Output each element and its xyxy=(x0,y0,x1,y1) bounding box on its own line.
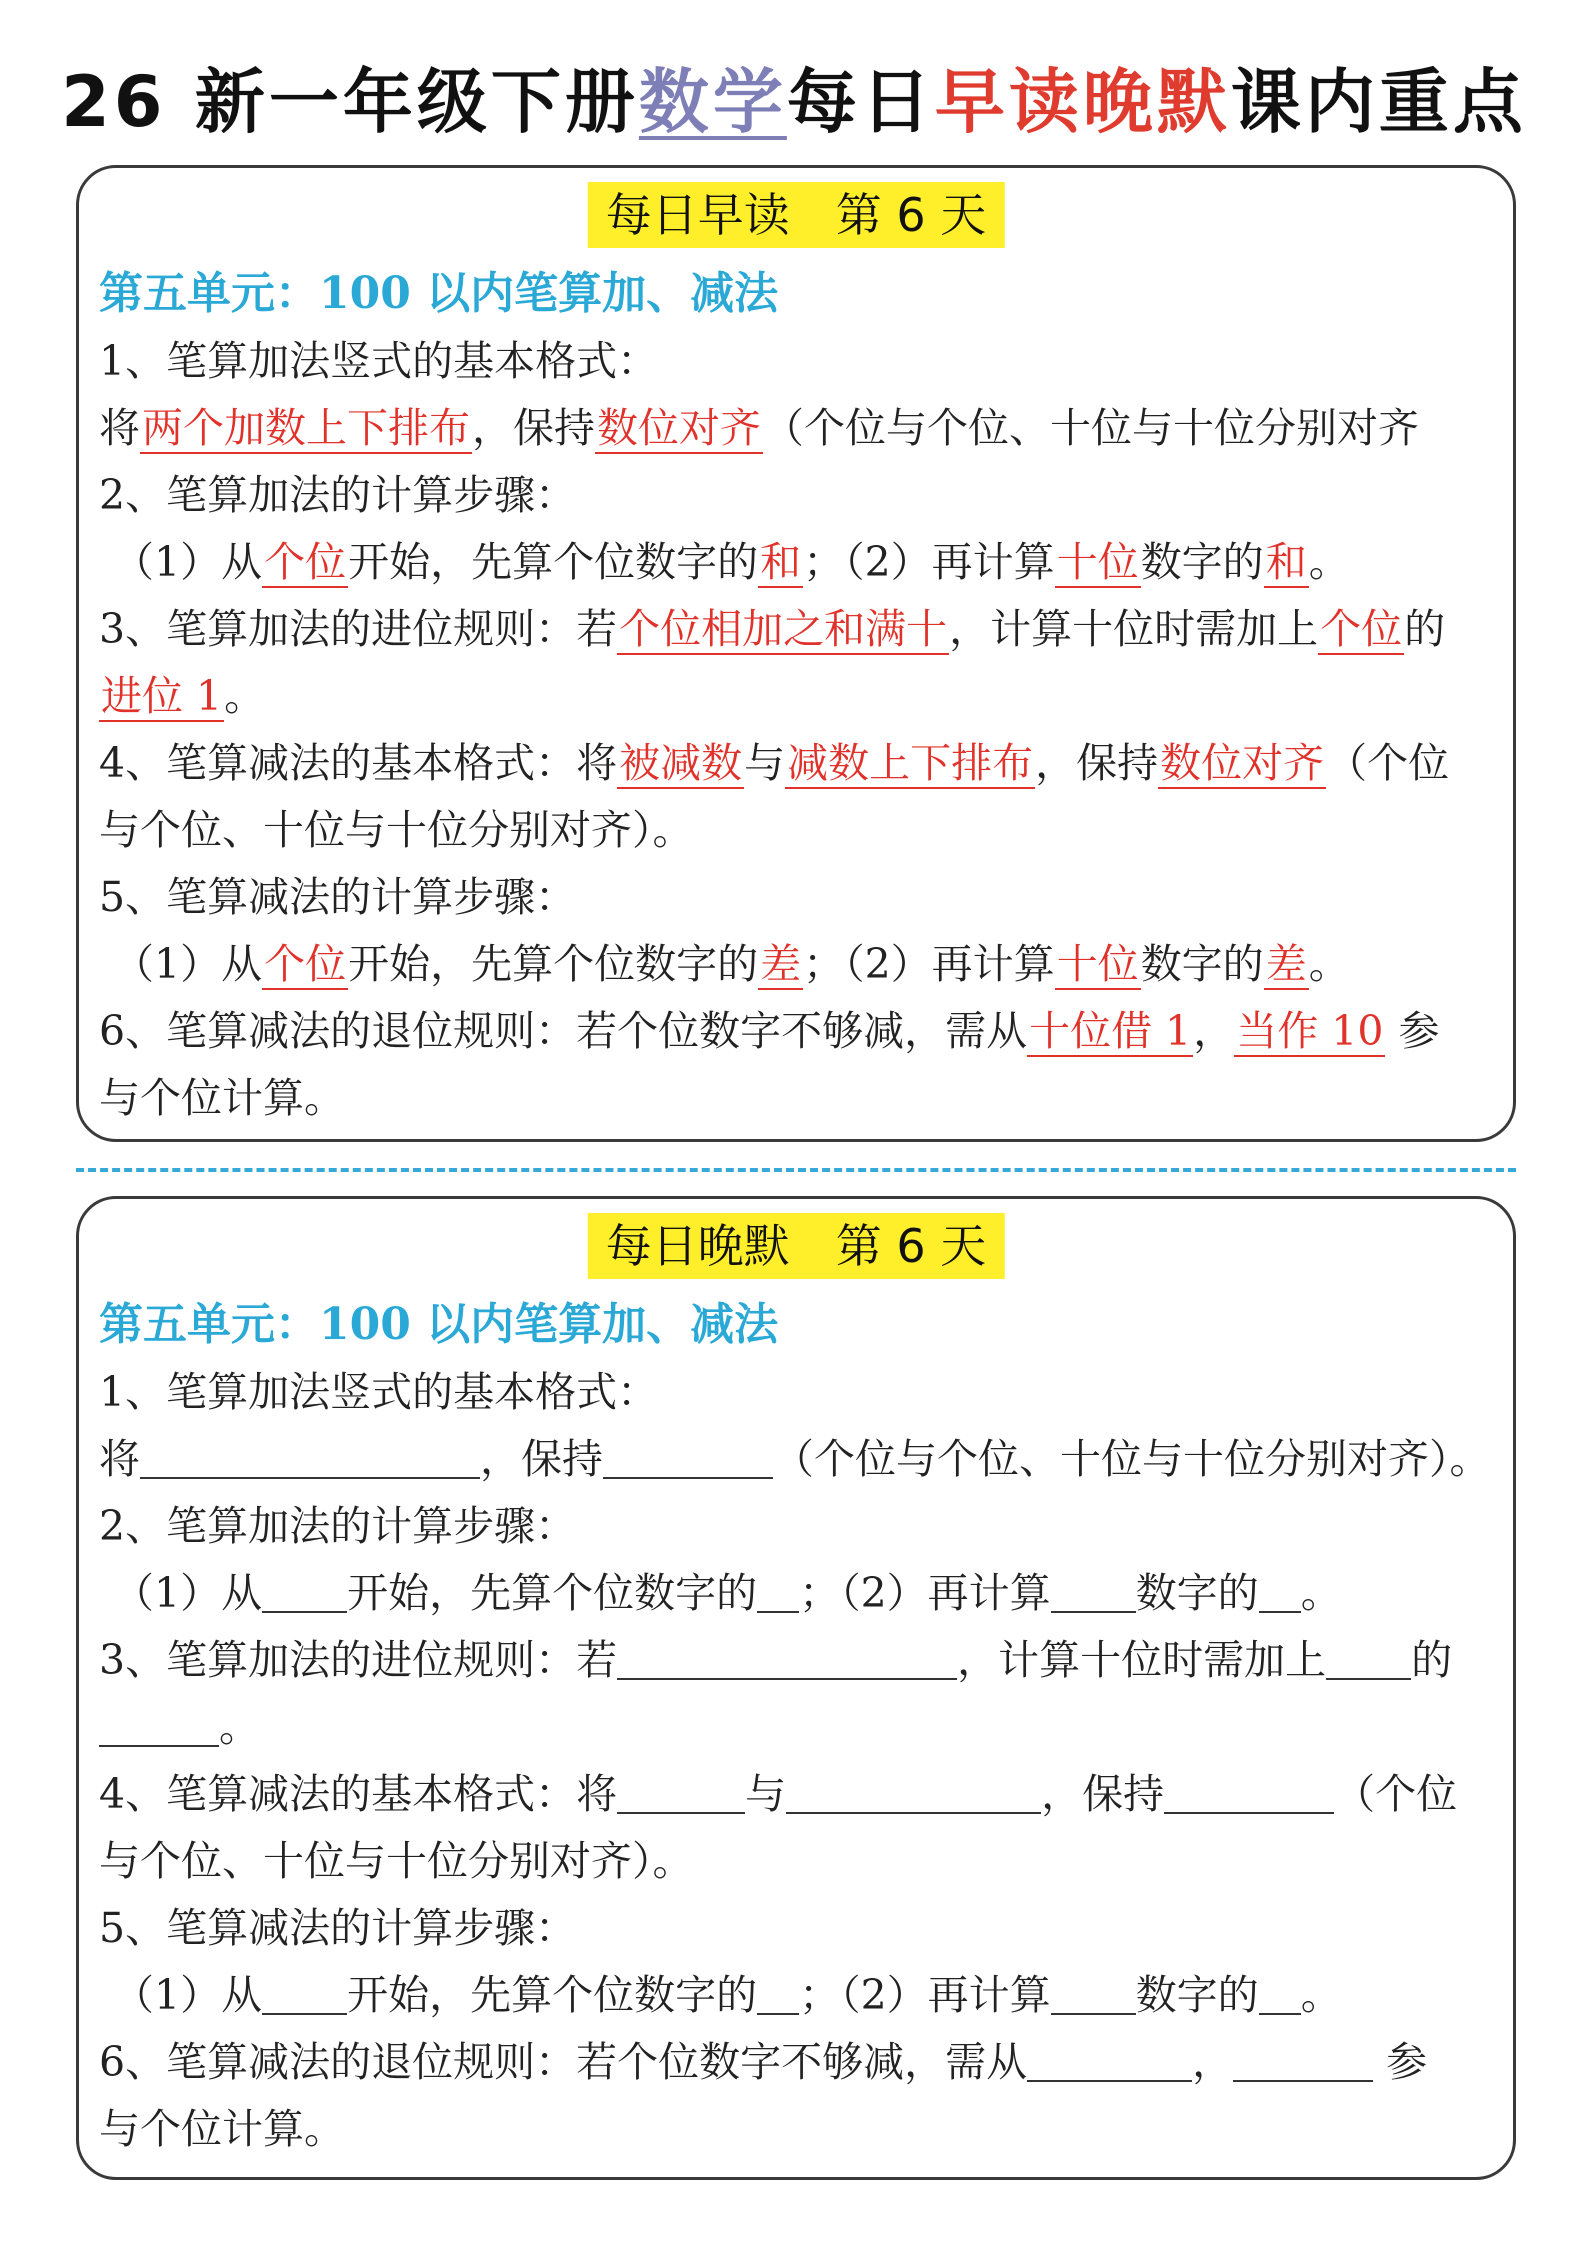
blank-field[interactable] xyxy=(1326,1632,1411,1680)
answer-text: 十位 xyxy=(1056,538,1139,586)
text: 4、笔算减法的基本格式：将 xyxy=(99,739,618,787)
text: （1）从 xyxy=(113,940,263,988)
answer-text: 进位 1 xyxy=(101,672,223,720)
text: 6、笔算减法的退位规则：若个位数字不够减，需从 xyxy=(99,2038,1028,2086)
title-part-key-points: 课内重点 xyxy=(1230,61,1527,143)
text: 6、笔算减法的退位规则：若个位数字不够减，需从 xyxy=(99,1007,1028,1055)
answer-text: 两个加数上下排布 xyxy=(142,404,470,452)
morning-q3-line xyxy=(99,596,1499,663)
answer-text: 减数上下排布 xyxy=(787,739,1034,787)
answer-text: 个位 xyxy=(1320,605,1403,653)
morning-q4-line-cont: 与个位、十位与十位分别对齐）。 xyxy=(99,806,694,854)
evening-q3-line xyxy=(99,1627,1499,1694)
blank-field[interactable] xyxy=(99,1699,219,1747)
evening-q5-title: 5、笔算减法的计算步骤： xyxy=(99,1904,577,1952)
title-part-daily: 每日 xyxy=(786,61,935,143)
text: 的 xyxy=(1404,605,1446,653)
text: 的 xyxy=(1411,1636,1453,1684)
text: （个位与个位、十位与十位分别对齐 xyxy=(763,404,1419,452)
text: 开始，先算个位数字的 xyxy=(347,1569,758,1617)
text: ，保持 xyxy=(472,404,595,452)
title-part-grade: 26 新一年级下册 xyxy=(61,61,639,143)
blank-field[interactable] xyxy=(757,1967,799,2015)
text: 4、笔算减法的基本格式：将 xyxy=(99,1770,618,1818)
text: ，计算十位时需加上 xyxy=(957,1636,1327,1684)
answer-text: 数位对齐 xyxy=(1160,739,1325,787)
answer-text: 个位 xyxy=(264,940,347,988)
blank-field[interactable] xyxy=(1164,1766,1334,1814)
text: （1）从 xyxy=(113,538,263,586)
text: ；（2）再计算 xyxy=(803,538,1055,586)
morning-q1-line xyxy=(99,395,1499,462)
text: ，计算十位时需加上 xyxy=(949,605,1319,653)
blank-field[interactable] xyxy=(140,1431,480,1479)
blank-field[interactable] xyxy=(262,1967,347,2015)
text: 参 xyxy=(1373,2038,1428,2086)
text: 。 xyxy=(219,1703,260,1751)
page-title xyxy=(0,52,1588,152)
text: 数字的 xyxy=(1140,940,1264,988)
evening-recite-card xyxy=(76,1196,1516,2180)
text: 开始，先算个位数字的 xyxy=(348,538,759,586)
text: 。 xyxy=(1308,940,1350,988)
text: ；（2）再计算 xyxy=(803,940,1055,988)
text: （1）从 xyxy=(113,1569,263,1617)
evening-q2-title: 2、笔算加法的计算步骤： xyxy=(99,1502,577,1550)
text: 。 xyxy=(1308,538,1350,586)
blank-field[interactable] xyxy=(1051,1565,1136,1613)
evening-q4-line-cont: 与个位、十位与十位分别对齐）。 xyxy=(99,1837,694,1885)
text: ，保持 xyxy=(1041,1770,1165,1818)
text: ；（2）再计算 xyxy=(799,1971,1051,2019)
evening-unit-heading: 第五单元：100 以内笔算加、减法 xyxy=(99,1299,779,1350)
text: （个位与个位、十位与十位分别对齐）。 xyxy=(773,1435,1491,1483)
text: ，保持 xyxy=(1035,739,1159,787)
title-part-read-recite: 早读晚默 xyxy=(934,61,1231,143)
answer-text: 被减数 xyxy=(619,739,743,787)
blank-field[interactable] xyxy=(603,1431,773,1479)
evening-q5-line xyxy=(99,1962,1499,2029)
evening-q6-line xyxy=(99,2029,1499,2096)
text: 数字的 xyxy=(1135,1569,1259,1617)
blank-field[interactable] xyxy=(786,1766,1041,1814)
morning-badge: 每日早读 第 6 天 xyxy=(588,182,1005,248)
answer-text: 差 xyxy=(1265,940,1307,988)
text: （1）从 xyxy=(113,1971,263,2019)
blank-field[interactable] xyxy=(617,1766,745,1814)
answer-text: 个位 xyxy=(264,538,347,586)
text: ，保持 xyxy=(480,1435,603,1483)
morning-q5-line xyxy=(99,931,1499,998)
answer-text: 十位借 1 xyxy=(1029,1007,1192,1055)
text: 3、笔算加法的进位规则：若 xyxy=(99,1636,618,1684)
text: 3、笔算加法的进位规则：若 xyxy=(99,605,618,653)
text: 与 xyxy=(744,739,786,787)
blank-field[interactable] xyxy=(262,1565,347,1613)
text: 参 xyxy=(1385,1007,1440,1055)
morning-q1-title: 1、笔算加法竖式的基本格式： xyxy=(99,337,659,385)
answer-text: 当作 10 xyxy=(1236,1007,1384,1055)
evening-q3-line-cont xyxy=(99,1694,1499,1761)
text: 数字的 xyxy=(1135,1971,1259,2019)
morning-q4-line xyxy=(99,730,1499,797)
blank-field[interactable] xyxy=(1051,1967,1136,2015)
evening-q6-line-cont: 与个位计算。 xyxy=(99,2105,345,2153)
blank-field[interactable] xyxy=(1027,2034,1192,2082)
text: ；（2）再计算 xyxy=(799,1569,1051,1617)
text: （个位 xyxy=(1334,1770,1458,1818)
answer-text: 数位对齐 xyxy=(597,404,761,452)
morning-q2-title: 2、笔算加法的计算步骤： xyxy=(99,471,577,519)
evening-badge: 每日晚默 第 6 天 xyxy=(588,1213,1005,1279)
morning-q2-line xyxy=(99,529,1499,596)
text: 。 xyxy=(1300,1569,1342,1617)
morning-unit-heading: 第五单元：100 以内笔算加、减法 xyxy=(99,268,779,319)
blank-field[interactable] xyxy=(1259,1967,1301,2015)
text: 与 xyxy=(745,1770,787,1818)
blank-field[interactable] xyxy=(757,1565,799,1613)
morning-q5-title: 5、笔算减法的计算步骤： xyxy=(99,873,577,921)
text: （个位 xyxy=(1326,739,1450,787)
blank-field[interactable] xyxy=(617,1632,957,1680)
dashed-divider xyxy=(76,1168,1516,1172)
text: 数字的 xyxy=(1140,538,1264,586)
answer-text: 和 xyxy=(1265,538,1307,586)
answer-text: 个位相加之和满十 xyxy=(619,605,948,653)
text: 。 xyxy=(1300,1971,1342,2019)
text: 开始，先算个位数字的 xyxy=(348,940,759,988)
title-part-math: 数学 xyxy=(638,61,787,143)
answer-text: 差 xyxy=(760,940,802,988)
text: ， xyxy=(1193,1007,1235,1055)
answer-text: 十位 xyxy=(1056,940,1139,988)
text: 将 xyxy=(99,404,140,452)
morning-q6-line-cont: 与个位计算。 xyxy=(99,1074,345,1122)
evening-q2-line xyxy=(99,1560,1499,1627)
evening-q1-title: 1、笔算加法竖式的基本格式： xyxy=(99,1368,659,1416)
blank-field[interactable] xyxy=(1233,2034,1373,2082)
evening-q4-line xyxy=(99,1761,1499,1828)
text: ， xyxy=(1192,2038,1234,2086)
text: 开始，先算个位数字的 xyxy=(347,1971,758,2019)
evening-content xyxy=(99,1359,1499,2163)
morning-reading-card xyxy=(76,165,1516,1142)
morning-content xyxy=(99,328,1499,1132)
morning-q3-line-cont xyxy=(99,663,1499,730)
blank-field[interactable] xyxy=(1259,1565,1301,1613)
answer-text: 和 xyxy=(760,538,802,586)
text: 将 xyxy=(99,1435,140,1483)
text: 。 xyxy=(224,672,266,720)
evening-q1-line xyxy=(99,1426,1499,1493)
morning-q6-line xyxy=(99,998,1499,1065)
